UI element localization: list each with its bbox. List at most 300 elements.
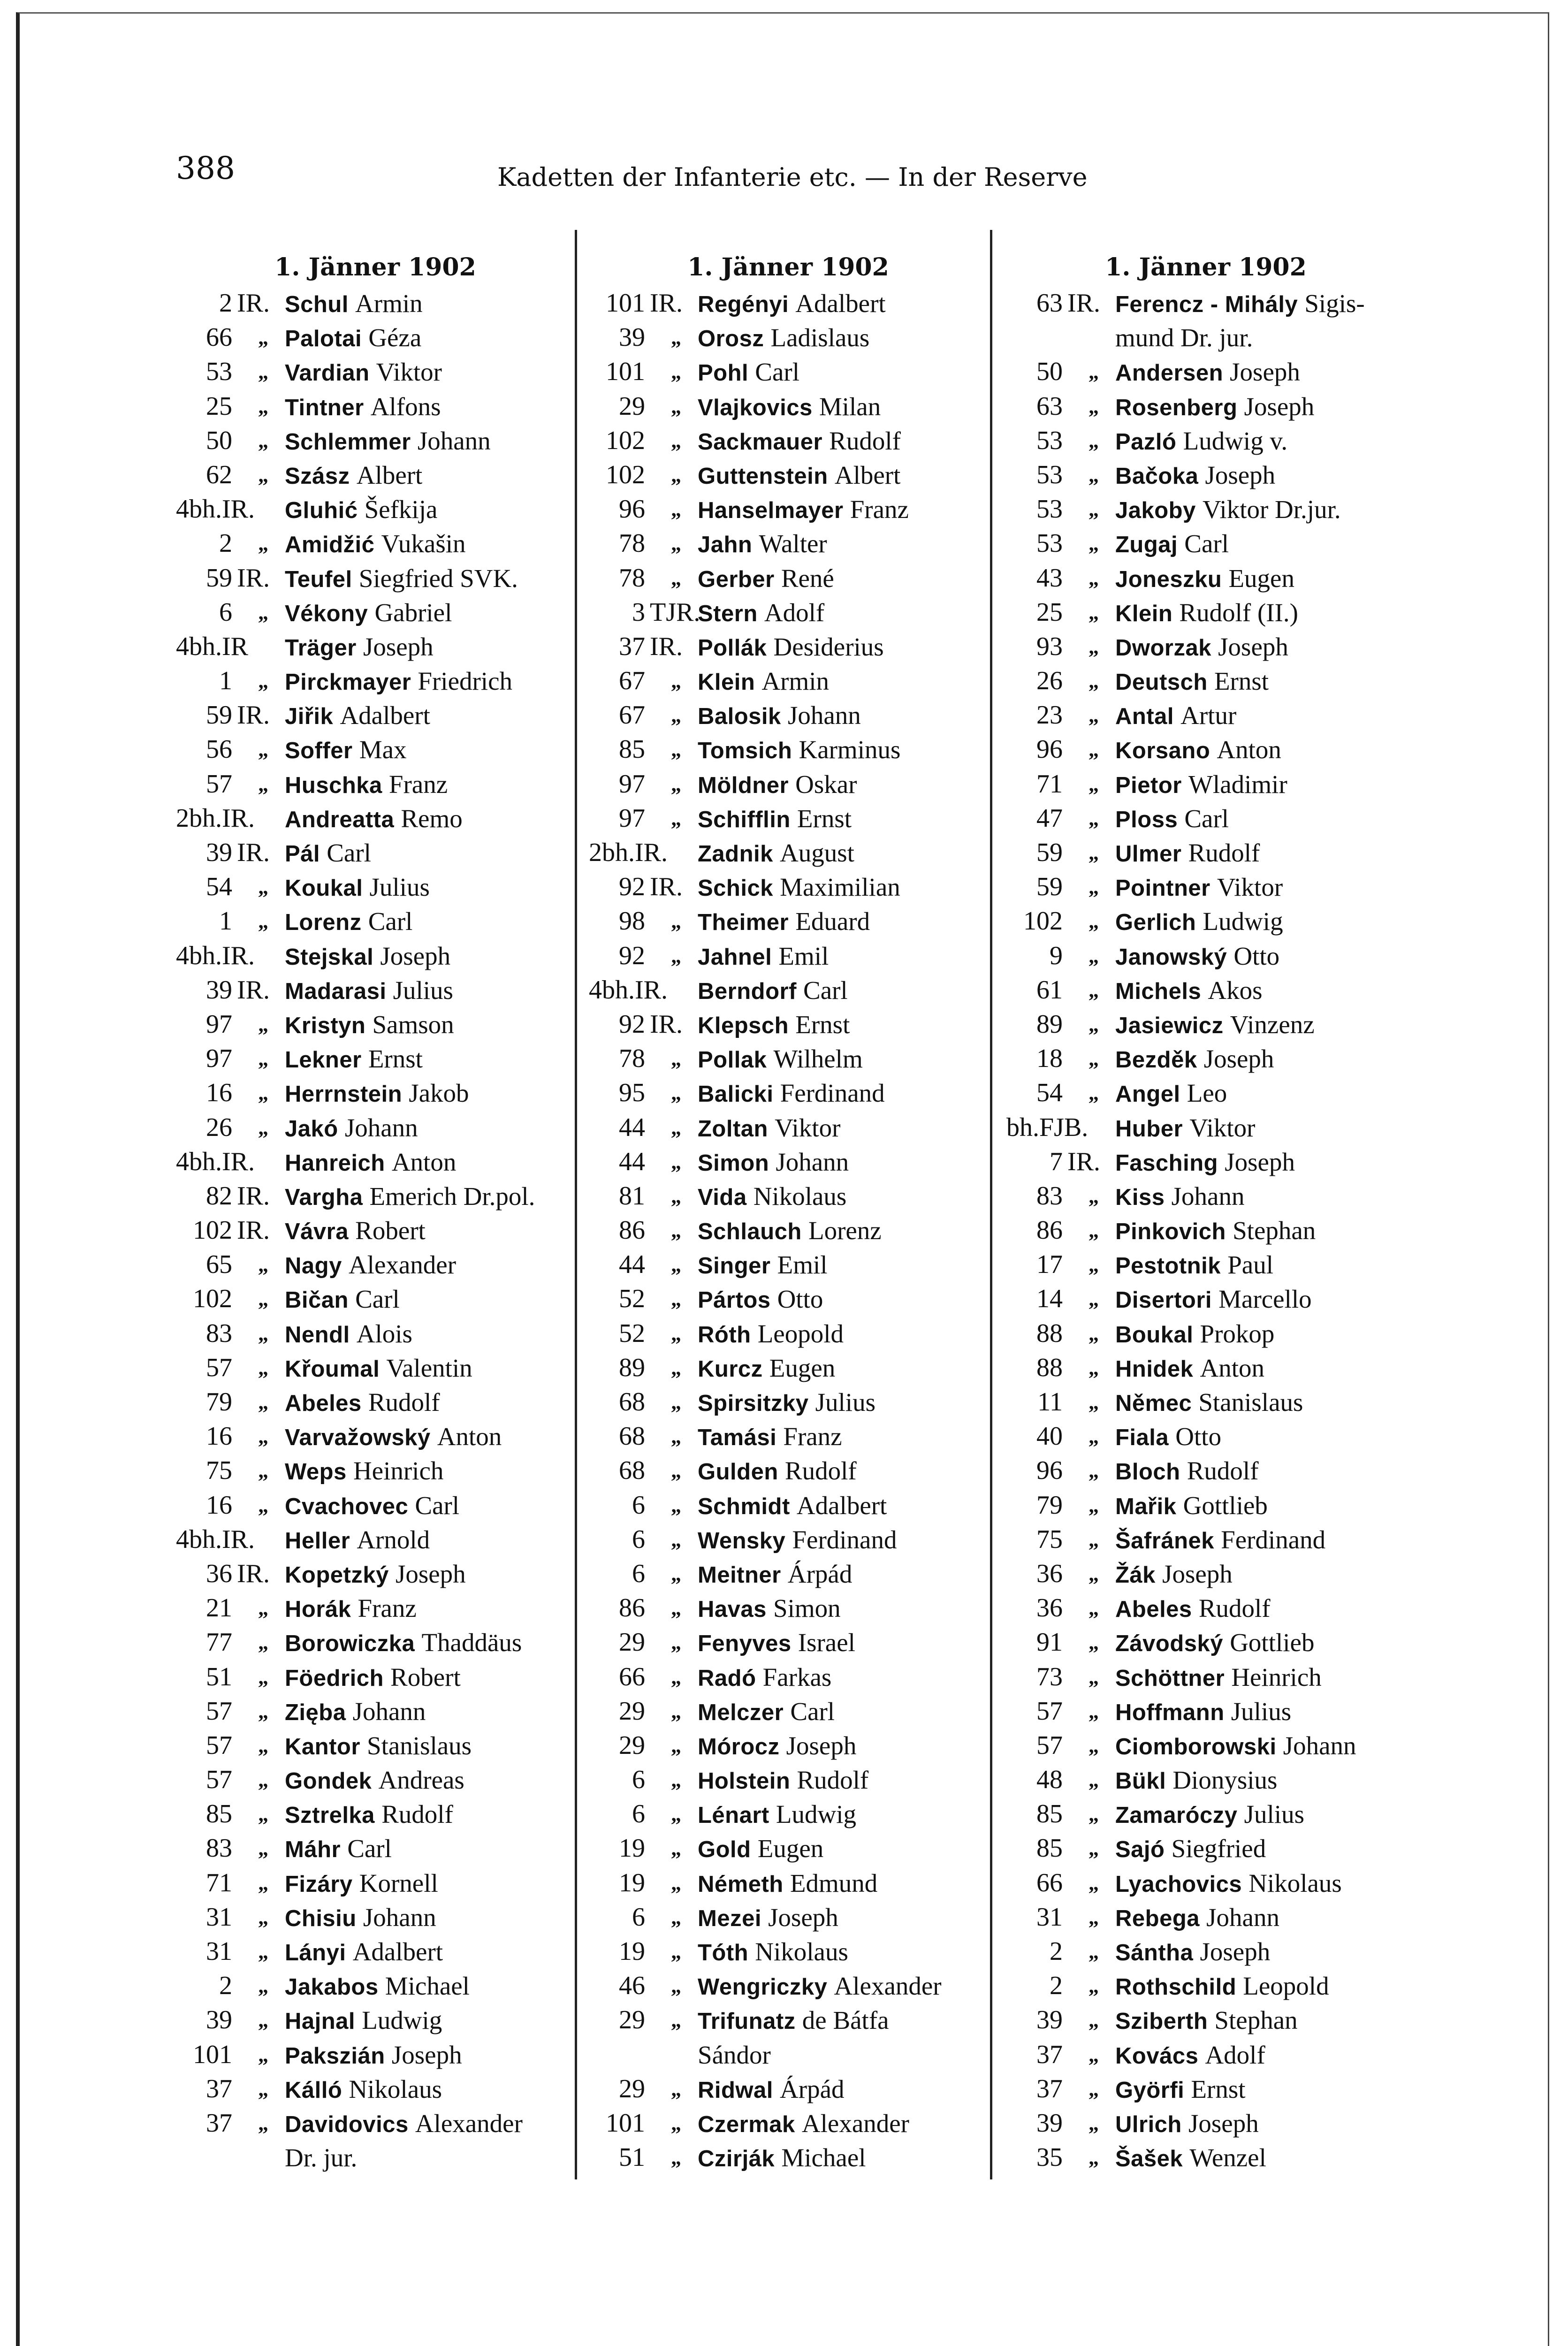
surname: Varvažowský [285, 1425, 431, 1451]
column-divider-1 [575, 230, 577, 2179]
surname: Simon [698, 1150, 769, 1176]
surname: Fasching [1115, 1150, 1218, 1176]
given-name: Vinzenz [1230, 1010, 1315, 1039]
surname: Schlemmer [285, 429, 411, 455]
regiment-number: 102 [606, 460, 645, 489]
regiment-number: 96 [1036, 1456, 1063, 1485]
surname: Tintner [285, 395, 364, 420]
given-name: Joseph [1225, 1147, 1295, 1176]
person-name [698, 698, 861, 734]
given-name: Robert [390, 1662, 461, 1691]
surname: Kiss [1115, 1184, 1165, 1210]
given-name: Viktor [1217, 873, 1283, 902]
list-item [1006, 2038, 1405, 2072]
regiment-number: 6 [632, 1559, 645, 1588]
surname: Rosenberg [1115, 395, 1238, 420]
unit-abbreviation: IR. [237, 289, 270, 318]
surname: Orosz [698, 326, 764, 352]
given-name: Ludwig [776, 1800, 856, 1829]
surname: Möldner [698, 772, 789, 798]
list-item [1006, 1179, 1405, 1213]
list-item [589, 286, 988, 320]
list-item [176, 458, 575, 492]
regiment-number: 2 [219, 1971, 232, 2001]
unit-abbreviation: 2bh.IR. [176, 803, 255, 833]
regiment-number: 89 [1036, 1009, 1063, 1039]
list-item-continuation [589, 2038, 988, 2072]
unit-abbreviation: „ [258, 2009, 268, 2032]
surname: Andreatta [285, 807, 395, 832]
unit-abbreviation: „ [258, 1116, 268, 1139]
list-item [176, 1866, 575, 1900]
unit-abbreviation: „ [258, 1940, 268, 1963]
person-name [285, 2038, 462, 2073]
page-header [0, 150, 1568, 202]
given-name: Marcello [1218, 1285, 1312, 1314]
person-name [1115, 1866, 1342, 1902]
surname: Vékony [285, 601, 368, 626]
list-item [1006, 1763, 1405, 1797]
surname: Regényi [698, 292, 789, 317]
unit-abbreviation: „ [1088, 601, 1099, 624]
given-name: Walter [759, 529, 827, 558]
surname: Bloch [1115, 1459, 1180, 1485]
unit-abbreviation: „ [258, 1734, 268, 1757]
surname: Stern [698, 601, 758, 626]
given-name: Johann [417, 426, 491, 455]
person-name [285, 492, 437, 528]
given-name: Johann [787, 701, 861, 730]
person-name [1115, 1248, 1273, 1283]
list-item [1006, 1488, 1405, 1523]
surname: Bičan [285, 1287, 349, 1313]
surname: Pollak [698, 1047, 767, 1073]
person-name [1115, 973, 1262, 1009]
list-item [176, 2003, 575, 2037]
list-item [176, 1111, 575, 1145]
given-name: Julius [369, 873, 430, 902]
person-name [285, 2072, 442, 2108]
surname: Berndorf [698, 978, 797, 1004]
given-name: Ernst [1191, 2074, 1246, 2103]
given-name: Julius [815, 1388, 875, 1417]
person-name [1115, 1625, 1314, 1661]
regiment-number: 29 [619, 391, 645, 421]
unit-abbreviation: „ [1088, 738, 1099, 762]
list-item [589, 320, 988, 355]
person-name [285, 1454, 443, 1489]
list-item [176, 1523, 575, 1557]
unit-abbreviation: „ [1088, 1562, 1099, 1585]
unit-abbreviation: „ [671, 395, 681, 418]
given-name: Joseph [1205, 460, 1276, 489]
given-name: Rudolf [1198, 1594, 1271, 1623]
unit-abbreviation: „ [671, 1116, 681, 1139]
person-name [285, 698, 430, 734]
person-name [1115, 1488, 1268, 1524]
regiment-number: 23 [1036, 701, 1063, 730]
person-name [285, 1042, 423, 1077]
unit-abbreviation: „ [258, 463, 268, 487]
surname: Ploss [1115, 807, 1178, 832]
surname: Kantor [285, 1734, 360, 1760]
unit-abbreviation: 4bh.IR [176, 632, 248, 661]
person-name [285, 1831, 392, 1867]
surname: Pirckmayer [285, 670, 411, 695]
given-name: Albert [356, 460, 423, 489]
regiment-number: 36 [206, 1559, 232, 1588]
person-name [1115, 732, 1281, 768]
given-name: Alexander [348, 1250, 457, 1280]
surname: Bezděk [1115, 1047, 1197, 1073]
person-name [285, 767, 448, 803]
given-name: Julius [393, 975, 453, 1005]
given-name: Friedrich [418, 667, 512, 696]
person-name [698, 630, 884, 665]
unit-abbreviation: „ [671, 326, 681, 350]
regiment-number: 26 [1036, 666, 1063, 696]
given-name: Gottlieb [1183, 1491, 1268, 1520]
given-name: Eduard [795, 907, 870, 936]
regiment-number: 50 [206, 426, 232, 455]
surname: Zadnik [698, 841, 773, 867]
list-item [176, 732, 575, 767]
given-name: Artur [1180, 701, 1237, 730]
regiment-number: 62 [206, 460, 232, 489]
regiment-number: 6 [632, 1902, 645, 1932]
given-name: Sándor [698, 2040, 771, 2069]
list-item [589, 1694, 988, 1729]
unit-abbreviation: „ [258, 910, 268, 933]
regiment-number: 6 [219, 597, 232, 627]
person-name [698, 1248, 828, 1283]
regiment-number: 16 [206, 1490, 232, 1520]
list-item [176, 1076, 575, 1110]
list-item [589, 1213, 988, 1248]
unit-abbreviation: „ [1088, 635, 1099, 658]
surname: Balosik [698, 704, 781, 730]
surname: Träger [285, 635, 357, 661]
list-item [176, 389, 575, 424]
person-name [1115, 526, 1229, 562]
regiment-number: 52 [619, 1318, 645, 1348]
person-name [285, 1763, 464, 1798]
list-item [589, 595, 988, 630]
unit-abbreviation: „ [1088, 1940, 1099, 1963]
regiment-number: 36 [1036, 1593, 1063, 1623]
list-item [589, 732, 988, 767]
list-item [1006, 1007, 1405, 1042]
regiment-number: 102 [193, 1284, 232, 1314]
person-name [1115, 1213, 1316, 1249]
given-name: Wilhelm [773, 1044, 863, 1074]
person-name [698, 1797, 856, 1833]
person-name [285, 1317, 412, 1352]
given-name: Viktor [376, 358, 442, 387]
given-name: Joseph [1203, 1044, 1274, 1074]
person-name [698, 1660, 831, 1696]
list-item [1006, 2072, 1405, 2106]
given-name: Carl [347, 1834, 392, 1863]
unit-abbreviation: „ [1088, 944, 1099, 967]
person-name [698, 526, 827, 562]
unit-abbreviation: „ [1088, 1322, 1099, 1345]
unit-abbreviation: „ [258, 876, 268, 899]
list-item [589, 1625, 988, 1660]
surname: Boukal [1115, 1322, 1194, 1348]
person-name [285, 458, 422, 494]
given-name: Franz [358, 1594, 417, 1623]
regiment-number: 54 [206, 872, 232, 902]
surname: Wengriczky [698, 1974, 828, 2000]
surname: Hanselmayer [698, 498, 844, 524]
surname: Ulmer [1115, 841, 1182, 867]
regiment-number: 78 [619, 529, 645, 558]
list-item [589, 836, 988, 870]
regiment-number: 96 [1036, 735, 1063, 764]
list-item [589, 526, 988, 561]
surname: Disertori [1115, 1287, 1212, 1313]
column-divider-2 [990, 230, 992, 2179]
person-name [1115, 1763, 1277, 1798]
given-name: Ludwig v. [1183, 426, 1288, 455]
unit-abbreviation: „ [1088, 841, 1099, 864]
column-heading: 1. Jänner 1902 [274, 253, 476, 282]
given-name: Andreas [378, 1766, 464, 1795]
person-name [698, 1729, 856, 1764]
unit-abbreviation: „ [671, 1837, 681, 1860]
person-name [1115, 2038, 1265, 2073]
person-name [698, 1523, 897, 1558]
person-name [1115, 870, 1283, 906]
given-name: Heinrich [1231, 1662, 1322, 1691]
person-name [285, 1248, 456, 1283]
list-item [1006, 1729, 1405, 1763]
list-item [589, 1660, 988, 1694]
list-item [1006, 664, 1405, 698]
surname: Koukal [285, 876, 363, 901]
unit-abbreviation: „ [671, 1631, 681, 1654]
list-item [1006, 836, 1405, 870]
surname: Lénart [698, 1803, 769, 1828]
person-name [1115, 1694, 1291, 1730]
regiment-number: 21 [206, 1593, 232, 1623]
given-name: Julius [1231, 1697, 1292, 1726]
list-item [176, 767, 575, 801]
regiment-number: 75 [206, 1456, 232, 1485]
unit-abbreviation: „ [258, 1699, 268, 1723]
unit-abbreviation: „ [258, 1047, 268, 1071]
surname: Huber [1115, 1116, 1183, 1142]
list-item [589, 458, 988, 492]
person-name [285, 1557, 466, 1592]
person-name [285, 1076, 469, 1112]
regiment-number: 2 [1050, 1937, 1063, 1966]
column-2 [589, 249, 988, 2175]
person-name [698, 458, 900, 494]
list-item [1006, 355, 1405, 389]
unit-abbreviation: „ [1088, 498, 1099, 521]
person-name [285, 732, 407, 768]
given-name: Alexander [415, 2109, 523, 2138]
list-item [1006, 1660, 1405, 1694]
person-name [1115, 355, 1300, 390]
person-name [285, 389, 441, 425]
person-name [698, 732, 900, 768]
given-name: Ferdinand [780, 1079, 885, 1108]
given-name: Adalbert [352, 1937, 443, 1966]
list-item [589, 1831, 988, 1866]
list-item [589, 1729, 988, 1763]
surname: Ridwal [698, 2077, 773, 2103]
list-item [1006, 1694, 1405, 1729]
surname: Cvachovec [285, 1493, 409, 1519]
person-name [698, 2003, 889, 2039]
list-item [1006, 2106, 1405, 2140]
person-name [698, 836, 854, 871]
surname: Herrnstein [285, 1082, 403, 1107]
person-name [285, 1797, 453, 1833]
unit-abbreviation: „ [258, 1356, 268, 1379]
unit-abbreviation: „ [671, 772, 681, 796]
unit-abbreviation: „ [258, 1322, 268, 1345]
surname: Schick [698, 876, 773, 901]
regiment-number: 102 [606, 426, 645, 455]
list-item [1006, 1282, 1405, 1316]
person-name [698, 1213, 882, 1249]
person-name [698, 1557, 852, 1592]
person-name [285, 1900, 436, 1936]
person-name [285, 1145, 456, 1181]
surname: Jasiewicz [1115, 1013, 1224, 1038]
given-name: Desiderius [773, 632, 884, 661]
person-name [1115, 492, 1341, 528]
unit-abbreviation: „ [258, 1871, 268, 1895]
unit-abbreviation: „ [1088, 1459, 1099, 1483]
person-name [1115, 1385, 1303, 1421]
list-item [176, 1213, 575, 1248]
unit-abbreviation: „ [671, 1940, 681, 1963]
regiment-number: 61 [1036, 975, 1063, 1005]
list-item [176, 939, 575, 973]
given-name: Anton [437, 1422, 502, 1451]
person-name [285, 630, 434, 665]
person-name [1115, 1831, 1266, 1867]
given-name: Remo [401, 804, 463, 833]
given-name: Wladimir [1188, 769, 1287, 799]
person-name [698, 561, 834, 597]
regiment-number: 85 [1036, 1834, 1063, 1863]
person-name [285, 2003, 442, 2039]
unit-abbreviation: IR. [237, 838, 270, 867]
list-item [589, 1385, 988, 1419]
list-item [1006, 630, 1405, 664]
given-name: Otto [777, 1285, 823, 1314]
regiment-number: 53 [1036, 529, 1063, 558]
list-item [1006, 973, 1405, 1007]
given-name: Ernst [797, 804, 852, 833]
list-item [176, 1282, 575, 1316]
regiment-number: 78 [619, 1044, 645, 1074]
given-name: Rudolf [1188, 838, 1260, 867]
surname: Závodský [1115, 1631, 1224, 1657]
list-item [176, 1454, 575, 1488]
regiment-number: 101 [606, 2108, 645, 2138]
given-name: August [780, 838, 854, 867]
unit-abbreviation: „ [671, 1528, 681, 1551]
given-name: Rudolf [1187, 1456, 1259, 1485]
given-name: Franz [850, 495, 909, 524]
surname: Schmidt [698, 1493, 790, 1519]
regiment-number: 9 [1050, 941, 1063, 970]
list-item [176, 1797, 575, 1831]
given-name: Milan [819, 392, 881, 421]
person-name [698, 1866, 877, 1902]
unit-abbreviation: „ [258, 738, 268, 762]
unit-abbreviation: „ [258, 1493, 268, 1517]
list-item [176, 836, 575, 870]
list-item [176, 1831, 575, 1866]
unit-abbreviation: „ [671, 670, 681, 693]
unit-abbreviation: „ [671, 429, 681, 452]
surname: Singer [698, 1253, 771, 1279]
unit-abbreviation: „ [671, 2111, 681, 2135]
given-name: Leo [1187, 1079, 1227, 1108]
surname: Zamaróczy [1115, 1803, 1238, 1828]
regiment-number: 14 [1036, 1284, 1063, 1314]
unit-abbreviation: „ [1088, 1356, 1099, 1379]
given-name: Alois [356, 1319, 412, 1348]
regiment-number: 97 [619, 803, 645, 833]
unit-abbreviation: 4bh.IR. [176, 941, 255, 970]
list-item [1006, 1523, 1405, 1557]
person-name [1115, 1660, 1322, 1696]
given-name: Eugen [1228, 564, 1294, 593]
given-name: Stanislaus [367, 1731, 472, 1760]
given-name: Ernst [1214, 667, 1269, 696]
given-name: Nikolaus [753, 1181, 847, 1211]
list-item [589, 630, 988, 664]
regiment-number: 40 [1036, 1422, 1063, 1451]
given-name: Joseph [1244, 392, 1315, 421]
regiment-number: 6 [632, 1799, 645, 1829]
list-item [176, 355, 575, 389]
running-title: Kadetten der Infanterie etc. — In der Reserve [497, 162, 1088, 192]
surname: Holstein [698, 1768, 791, 1794]
regiment-number: 57 [206, 1730, 232, 1760]
surname: Křoumal [285, 1356, 380, 1382]
given-name: Armin [355, 289, 423, 318]
surname: Pazló [1115, 429, 1177, 455]
given-name: Anton [391, 1147, 457, 1176]
given-name: Emil [778, 941, 829, 970]
person-name [1115, 1729, 1356, 1764]
unit-abbreviation: „ [258, 1803, 268, 1826]
unit-abbreviation: „ [671, 1356, 681, 1379]
list-item [176, 286, 575, 320]
list-item [589, 389, 988, 424]
list-item-continuation [176, 2140, 575, 2175]
list-item [176, 1385, 575, 1419]
unit-abbreviation: „ [671, 498, 681, 521]
surname: Abeles [285, 1391, 362, 1416]
unit-abbreviation: „ [671, 2146, 681, 2170]
list-item [589, 1076, 988, 1110]
unit-abbreviation: „ [258, 2077, 268, 2101]
unit-abbreviation: „ [1088, 1837, 1099, 1860]
given-name: Johann [776, 1147, 849, 1176]
regiment-number: 59 [1036, 838, 1063, 867]
